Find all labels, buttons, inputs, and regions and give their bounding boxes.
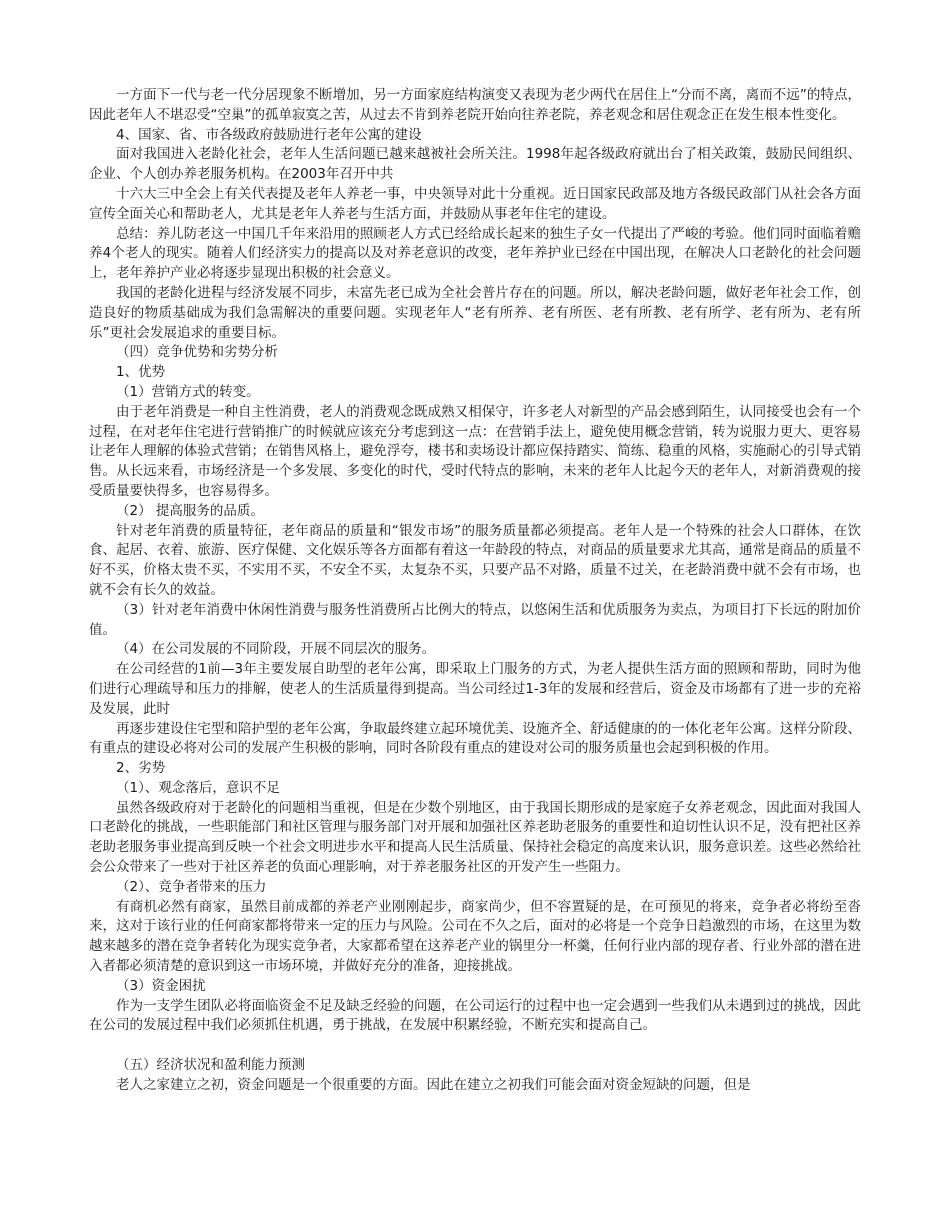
paragraph: 老人之家建立之初，资金问题是一个很重要的方面。因此在建立之初我们可能会面对资金短缺的问题，但是 bbox=[116, 1076, 751, 1093]
blank-line bbox=[89, 1036, 861, 1056]
paragraph: （3）针对老年消费中休闲性消费与服务性消费所占比例大的特点，以悠闲生活和优质服务为卖点，为项目打下长远的附加价值。 bbox=[89, 601, 861, 638]
paragraph: 针对老年消费的质量特征，老年商品的质量和“银发市场”的服务质量都必须提高。老年人是一个特殊的社会人口群体，在饮食、起居、衣着、旅游、医疗保健、文化娱乐等各方面都有着这一年龄段的特点，对商品的质量要求尤其高，通常是商品的质量不好不买，价格太贵不买，不实用不买，不安全不买，太复杂不买，只要产品不对路，质量不过关，在老龄消费中就不会有市场，也就不会有长久的效益。 bbox=[89, 522, 861, 598]
paragraph: 在公司经营的1前—3年主要发展自助型的老年公寓，即采取上门服务的方式，为老人提供生活方面的照顾和帮助，同时为他们进行心理疏导和压力的排解，使老人的生活质量得到提高。当公司经过1-3年的发展和经营后，资金及市场都有了进一步的充裕及发展，此时 bbox=[89, 661, 861, 717]
item-heading: （3）资金困扰 bbox=[116, 977, 206, 994]
paragraph: 有商机必然有商家，虽然目前成都的养老产业刚刚起步，商家尚少，但不容置疑的是，在可预见的将来，竞争者必将纷至沓来，这对于该行业的任何商家都将带来一定的压力与风险。公司在不久之后，面对的必将是一个竞争日趋激烈的市场，在这里为数越来越多的潜在竞争者转化为现实竞争者，大家都希望在这养老产业的锅里分一杯羹，任何行业内部的现存者、行业外部的潜在进入者都必须清楚的意识到这一市场环境，并做好充分的准备，迎接挑战。 bbox=[89, 898, 861, 975]
section-heading: （五）经济状况和盈利能力预测 bbox=[116, 1057, 305, 1074]
paragraph: 一方面下一代与老一代分居现象不断增加，另一方面家庭结构演变又表现为老少两代在居住上“分而不离，离而不远”的特点，因此老年人不堪忍受“空巢”的孤单寂寞之苦，从过去不肯到养老院开始向往养老院，养老观念和居住观念正在发生根本性变化。 bbox=[89, 87, 861, 123]
section-heading: 4、国家、省、市各级政府鼓励进行老年公寓的建设 bbox=[116, 126, 422, 143]
paragraph: 作为一支学生团队必将面临资金不足及缺乏经验的问题，在公司运行的过程中也一定会遇到一些我们从未遇到过的挑战，因此在公司的发展过程中我们必须抓住机遇，勇于挑战，在发展中积累经验，不断充实和提高自己。 bbox=[89, 997, 861, 1034]
item-heading: （2）、竞争者带来的压力 bbox=[116, 878, 267, 895]
item-heading: （2） 提高服务的品质。 bbox=[116, 502, 264, 519]
paragraph: 十六大三中全会上有关代表提及老年人养老一事，中央领导对此十分重视。近日国家民政部及地方各级民政部门从社会各方面宣传全面关心和帮助老人，尤其是老年人养老与生活方面，并鼓励从事老年住宅的建设。 bbox=[89, 185, 861, 222]
paragraph: 总结：养儿防老这一中国几千年来沿用的照顾老人方式已经给成长起来的独生子女一代提出了严峻的考验。他们同时面临着赡养4个老人的现实。随着人们经济实力的提高以及对养老意识的改变，老年养护业已经在中国出现，在解决人口老龄化的社会问题上，老年养护产业必将逐步显现出积极的社会意义。 bbox=[89, 225, 861, 282]
item-heading: （1）营销方式的转变。 bbox=[116, 383, 260, 400]
paragraph: 由于老年消费是一种自主性消费，老人的消费观念既成熟又相保守，许多老人对新型的产品会感到陌生，认同接受也会有一个过程，在对老年住宅进行营销推广的时候就应该充分考虑到这一点：在营销手法上，避免使用概念营销，转为说服力更大、更容易让老年人理解的体验式营销；在销售风格上，避免浮夸，楼书和卖场设计都应保持踏实、简练、稳重的风格，实施耐心的引导式销售。从长远来看，市场经济是一个多发展、多变化的时代，受时代特点的影响，未来的老年人比起今天的老年人，对新消费观的接受质量要快得多，也容易得多。 bbox=[89, 403, 861, 499]
item-heading: （1）、观念落后，意识不足 bbox=[116, 779, 280, 796]
section-heading: （四）竞争优势和劣势分析 bbox=[116, 344, 278, 361]
subsection-heading: 1、优势 bbox=[116, 364, 166, 381]
paragraph: 我国的老龄化进程与经济发展不同步，未富先老已成为全社会普片存在的问题。所以，解决老龄问题，做好老年社会工作，创造良好的物质基础成为我们急需解决的重要问题。实现老年人“老有所养、老有所医、老有所教、老有所学、老有所为、老有所乐”更社会发展追求的重要目标。 bbox=[89, 284, 861, 341]
subsection-heading: 2、劣势 bbox=[116, 760, 166, 777]
paragraph: 虽然各级政府对于老龄化的问题相当重视，但是在少数个别地区，由于我国长期形成的是家庭子女养老观念，因此面对我国人口老龄化的挑战，一些职能部门和社区管理与服务部门对开展和加强社区养老助老服务的重要性和迫切性认识不足，没有把社区养老助老服务事业提高到反映一个社会文明进步水平和提高人民生活质量、保持社会稳定的高度来认识，服务意识差。这些必然给社会公众带来了一些对于社区养老的负面心理影响，对于养老服务社区的开发产生一些阻力。 bbox=[89, 799, 861, 876]
document-body bbox=[89, 86, 861, 1096]
paragraph: 再逐步建设住宅型和陪护型的老年公寓，争取最终建立起环境优美、设施齐全、舒适健康的的一体化老年公寓。这样分阶段、有重点的建设必将对公司的发展产生积极的影响，同时各阶段有重点的建设对公司的服务质量也会起到积极的作用。 bbox=[89, 720, 861, 757]
item-heading: （4）在公司发展的不同阶段，开展不同层次的服务。 bbox=[116, 641, 436, 658]
paragraph: 面对我国进入老龄化社会，老年人生活问题已越来越被社会所关注。1998年起各级政府就出台了相关政策，鼓励民间组织、企业、个人创办养老服务机构。在2003年召开中共 bbox=[89, 146, 861, 183]
